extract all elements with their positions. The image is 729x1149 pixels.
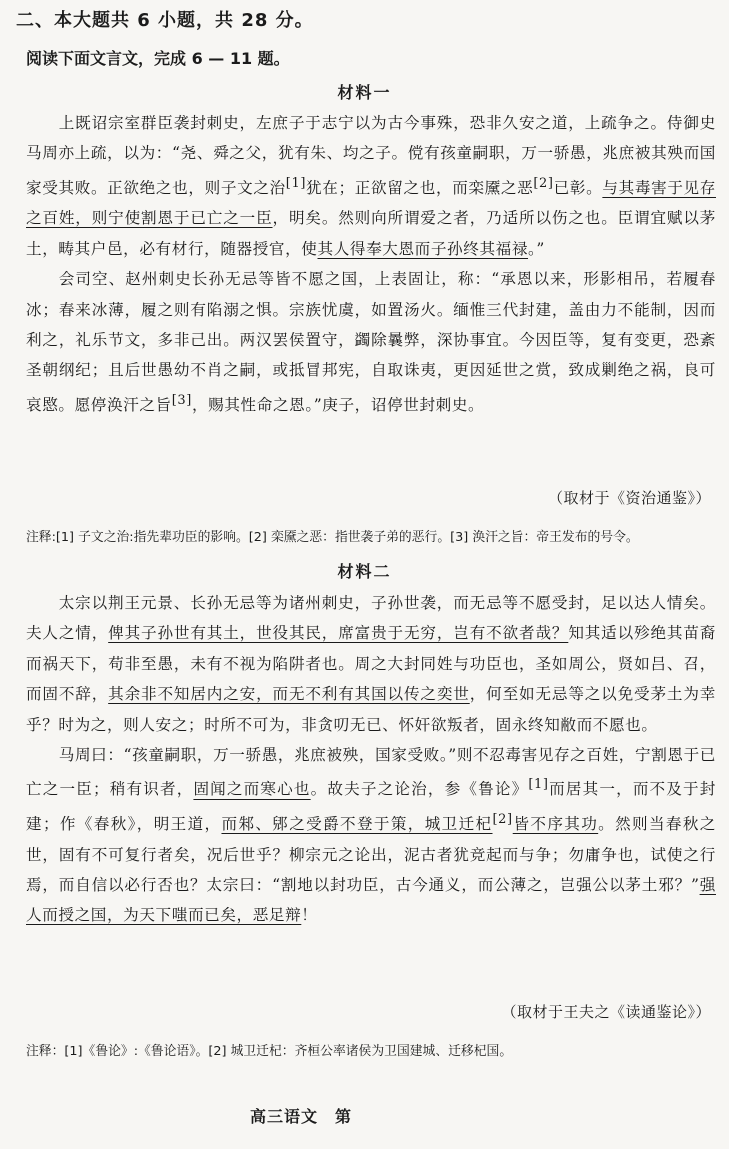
material-2-source: （取材于王夫之《读通鉴论》） xyxy=(501,1003,711,1021)
material-1-paragraph-2 xyxy=(26,264,716,420)
reading-instruction: 阅读下面文言文，完成 6 — 11 题。 xyxy=(26,49,290,68)
page-footer: 高三语文 第 xyxy=(250,1107,353,1126)
text-segment: 上既诏宗室群臣袭封刺史，左庶子于志宁以为古今事殊，恐非久安之道，上疏争之。侍御史马周亦上疏，以为：“尧、舜之父，犹有朱、均之子。傥有孩童嗣职，万一骄愚，兆庶被其殃而国家受其败。正欲绝之也，则子文之治 xyxy=(26,114,716,197)
underlined-sentence: 而邾、郳之受爵不登于策，城卫迁杞 xyxy=(221,815,493,834)
text-segment: 犹在；正欲留之也，而栾黡之恶 xyxy=(306,179,534,197)
text-segment: ，赐其性命之恩。”庚子，诏停世封刺史。 xyxy=(191,396,485,415)
material-2-notes: 注释：[1]《鲁论》:《鲁论语》。[2] 城卫迁杞：齐桓公率诸侯为卫国建城、迁移杞国。 xyxy=(26,1044,513,1059)
material-2-title: 材料二 xyxy=(337,562,392,581)
material-1-notes: 注释:[1] 子文之治:指先辈功臣的影响。[2] 栾黡之恶：指世袭子弟的恶行。[3] 涣汗之旨：帝王发布的号令。 xyxy=(26,530,639,545)
text-segment: 已彰。 xyxy=(553,179,603,197)
material-1-source: （取材于《资治通鉴》） xyxy=(547,489,711,507)
text-segment: 太宗以荆王元景、长孙无忌等为诸州刺史，子孙世袭，而无忌等不愿受封，足以达人情矣。夫人之情， xyxy=(26,594,716,643)
underlined-sentence: 其余非不知居内之安，而无不利有其国以传之奕世 xyxy=(108,685,470,704)
footnote-marker: [1] xyxy=(285,175,307,191)
underlined-sentence: 其人得奉大恩而子孙终其福禄 xyxy=(317,239,529,258)
underlined-sentence: 固闻之而寒心也 xyxy=(193,780,311,799)
text-segment: 马周曰：“孩童嗣职，万一骄愚，兆庶被殃，国家受败。”则不忍毒害见存之百姓，宁割恩于已亡之一臣；稍有识者， xyxy=(26,746,716,799)
text-segment: 会司空、赵州刺史长孙无忌等皆不愿之国，上表固让，称：“承恩以来，形影相吊，若履春冰；春来冰薄，履之则有陷溺之惧。宗族忧虞，如置汤火。缅惟三代封建，盖由力不能制，因而利之，礼乐节文，多非己出。两汉罢侯置守，蠲除曩弊，深协事宜。今因臣等，复有变更，恐紊圣朝纲纪；且后世愚幼不肖之嗣，或抵冒邦宪，自取诛夷，更因延世之赏，致成剿绝之祸，良可哀愍。愿停涣汗之旨 xyxy=(26,270,716,415)
text-segment: ，何至如无忌等之以免受茅土为幸乎？时为之，则人安之；时所不可为，非贪叨无已、怀奸欲叛者，固永终知敝而不愿也。 xyxy=(26,685,716,734)
material-2-paragraph-2 xyxy=(26,740,716,931)
footnote-marker: [2] xyxy=(533,175,554,191)
text-segment: 。然则当春秋之世，固有不可复行者矣，况后世乎？柳宗元之论出，泥古者犹竞起而与争；勿庸争也，试使之行焉，而自信以必行否也？太宗曰：“割地以封功臣，古今通义，而公薄之，岂强公以茅土邪？” xyxy=(26,815,716,895)
section-heading: 二、本大题共 6 小题，共 28 分。 xyxy=(16,10,314,31)
material-2-passage xyxy=(26,588,716,931)
underlined-sentence: 俾其子孙世有其土，世役其民，席富贵于无穷，岂有不欲者哉？ xyxy=(108,624,569,643)
material-1-paragraph-1 xyxy=(26,108,716,264)
text-segment: 。” xyxy=(528,239,545,258)
text-segment: 知其适以殄绝其苗裔而祸天下，苟非至愚，未有不视为陷阱者也。周之大封同姓与功臣也，圣如周公，贤如吕、召，而固不辞， xyxy=(26,624,716,704)
underlined-sentence: 与其毒害于见存之百姓，则宁使割恩于已亡之一臣 xyxy=(26,179,716,228)
underlined-sentence: 皆不序其功 xyxy=(512,815,599,834)
text-segment: 而居其一，而不及于封建；作《春秋》，明王道， xyxy=(26,780,716,834)
underlined-sentence: 强人而授之国，为天下嗤而已矣，恶足辩 xyxy=(26,876,716,925)
material-2-paragraph-1 xyxy=(26,588,716,740)
text-segment: ！ xyxy=(301,906,318,925)
footnote-marker: [1] xyxy=(528,777,549,793)
text-segment: 。故夫子之论治，参《鲁论》 xyxy=(310,780,529,799)
material-1-passage xyxy=(26,108,716,420)
footnote-marker: [2] xyxy=(492,812,513,828)
text-segment: ，明矣。然则向所谓爱之者，乃适所以伤之也。臣谓宜赋以茅土，畴其户邑，必有材行，随器授官，使 xyxy=(26,209,716,258)
footnote-marker: [3] xyxy=(171,392,192,408)
material-1-title: 材料一 xyxy=(337,83,392,102)
